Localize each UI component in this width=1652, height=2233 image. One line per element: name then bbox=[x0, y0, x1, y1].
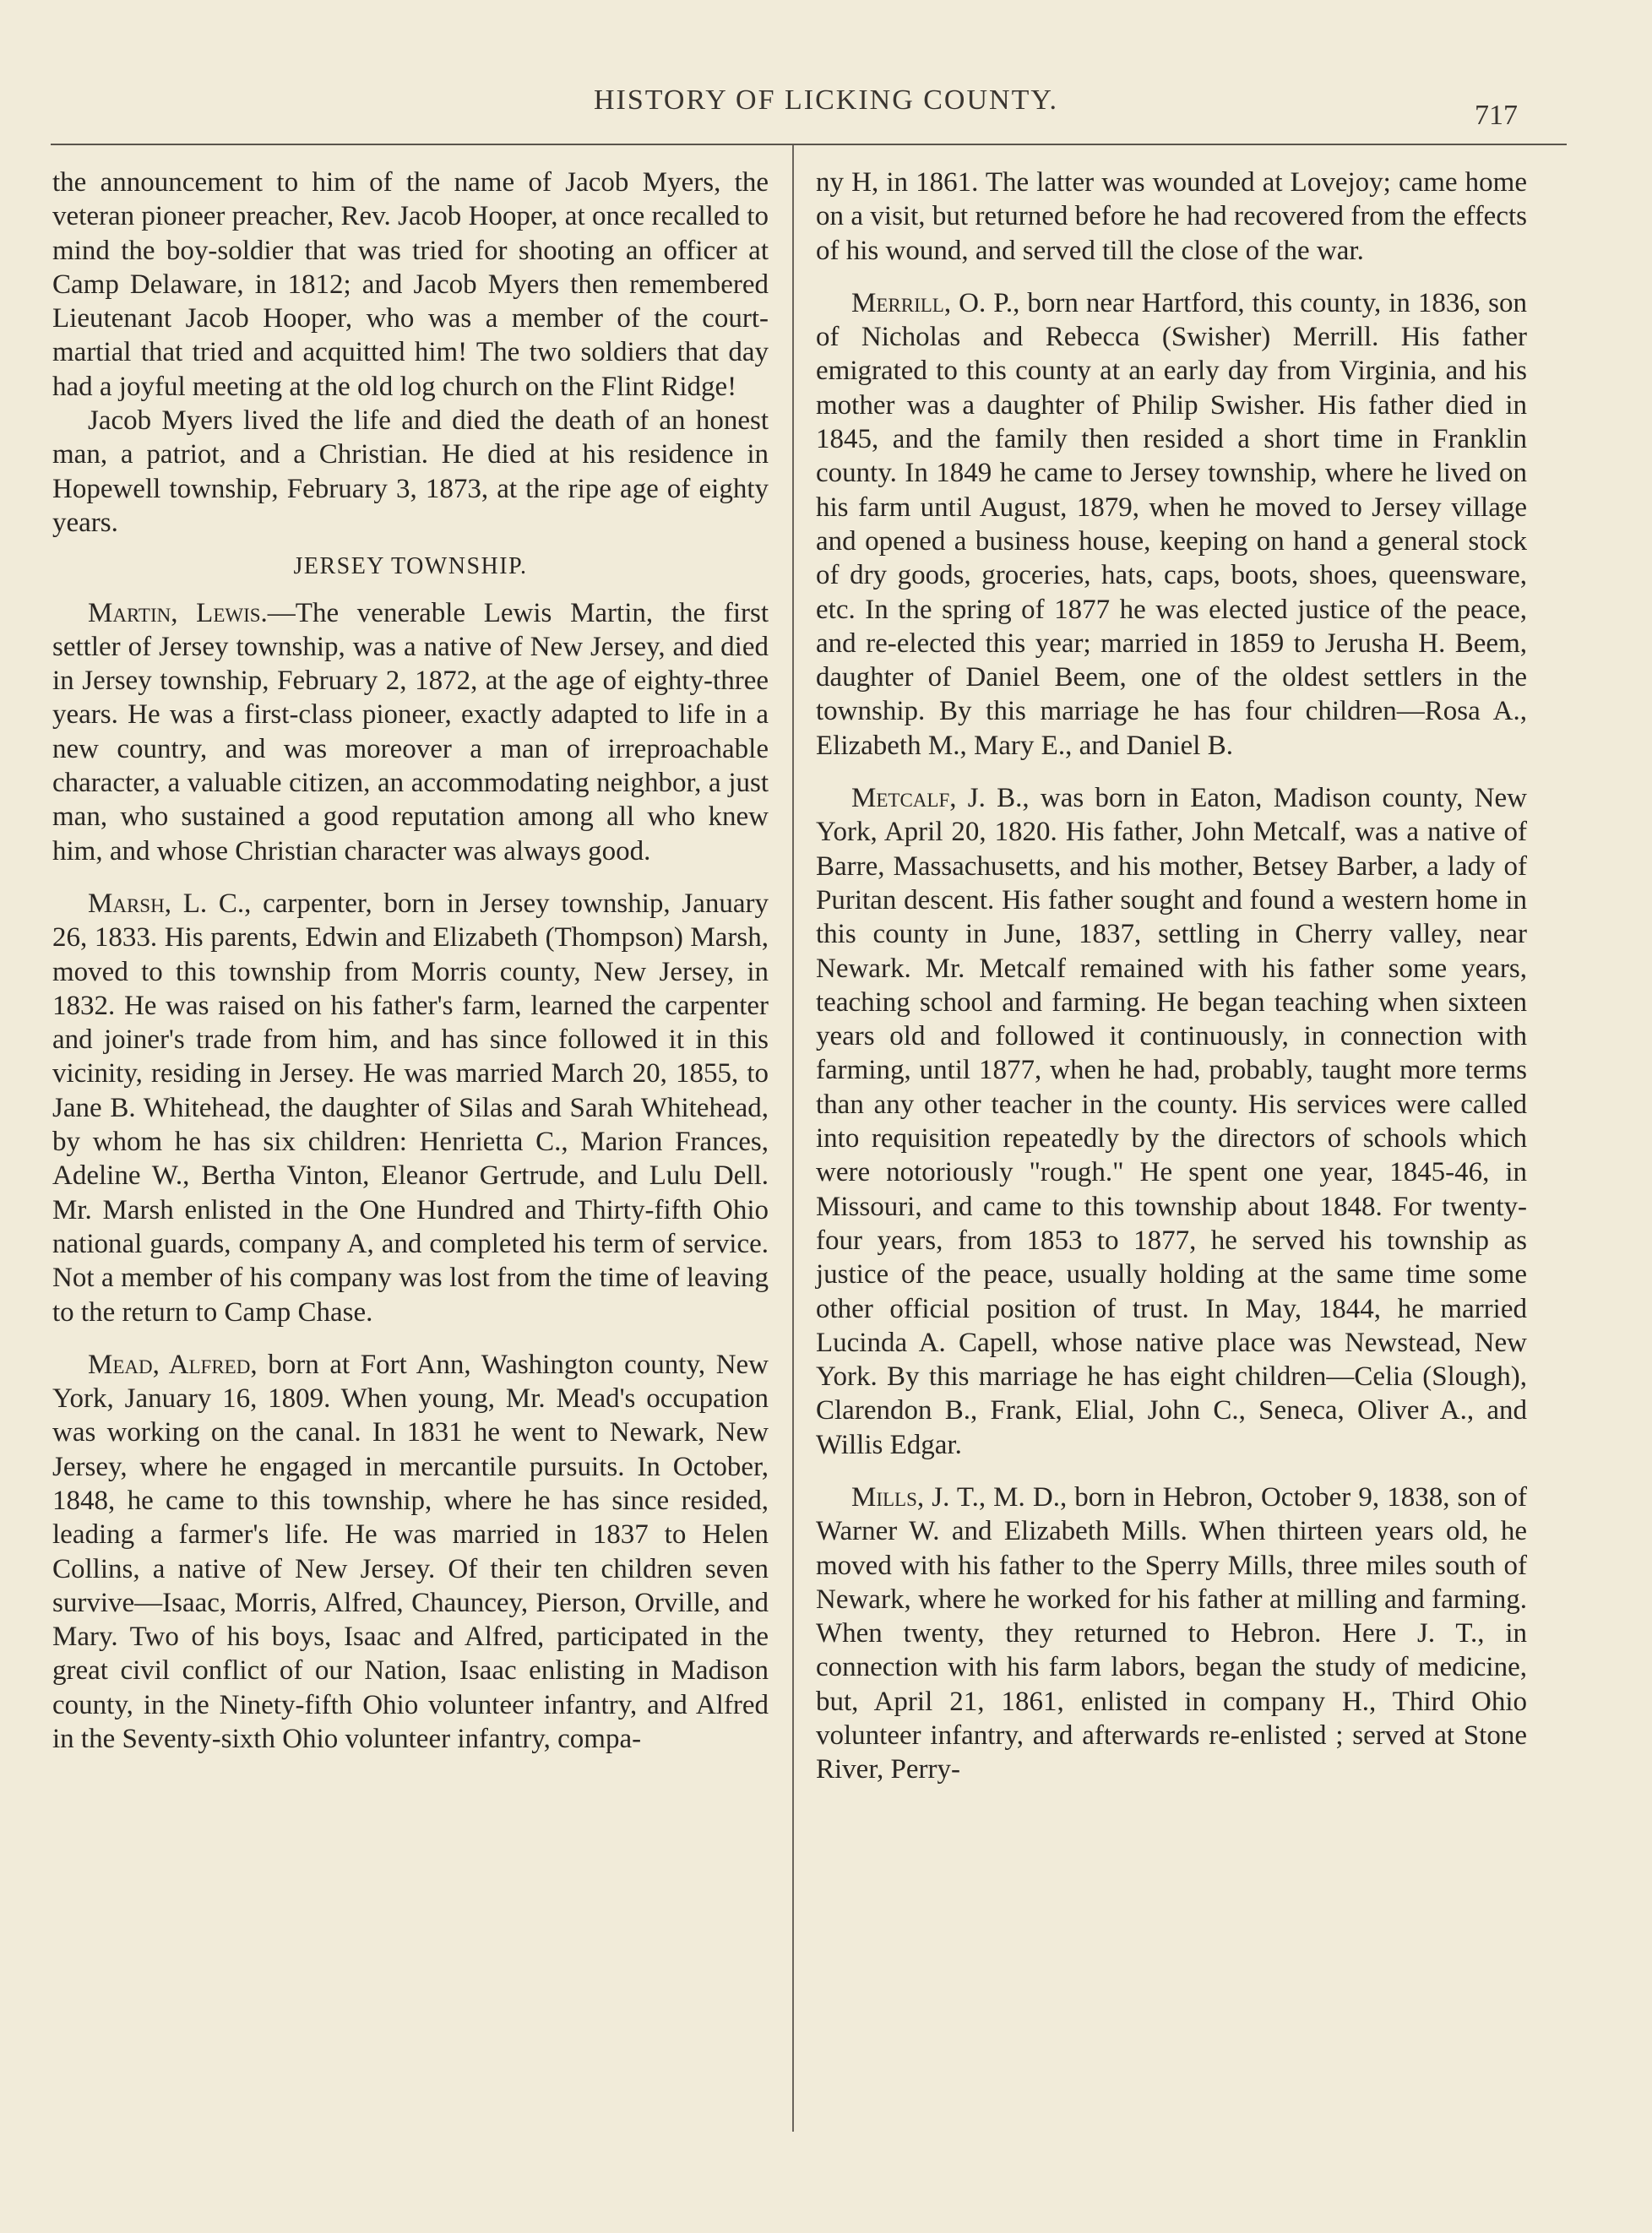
entry-name: Martin, Lewis. bbox=[88, 597, 268, 628]
header-rule bbox=[51, 144, 1567, 145]
entry-text: L. C., carpenter, born in Jersey township, January 26, 1833. His parents, Edwin and Elizabeth (Thompson) Marsh, moved to this township from Morris county, New Jersey, in 1832. He was raised on his father's farm, learned the carpenter and joiner's trade from him, and has since followed it in this vicinity, residing in Jersey. He was married March 20, 1855, to Jane B. Whitehead, the daughter of Silas and Sarah Whitehead, by whom he has six children: Henrietta C., Marion Frances, Adeline W., Bertha Vinton, Eleanor Gertrude, and Lulu Dell. Mr. Marsh enlisted in the One Hundred and Thirty-fifth Ohio national guards, company A, and completed his term of service. Not a member of his company was lost from the time of leaving to the return to Camp Chase. bbox=[52, 888, 769, 1328]
right-column bbox=[816, 166, 1527, 1787]
paragraph-myers-hooper: the announcement to him of the name of Jacob Myers, the veteran pioneer preacher, Rev. Jacob Hooper, at once recalled to mind the boy-soldier that was tried for shooting an officer at Camp Delaware, in 1812; and Jacob Myers then remembered Lieutenant Jacob Hooper, who was a member of the court-martial that tried and acquitted him! The two soldiers that day had a joyful meeting at the old log church on the Flint Ridge! bbox=[52, 167, 769, 402]
paragraph-myers-death: Jacob Myers lived the life and died the death of an honest man, a patriot, and a Christian. He died at his residence in Hopewell township, February 3, 1873, at the ripe age of eighty years. bbox=[52, 405, 769, 538]
section-heading: JERSEY TOWNSHIP. bbox=[293, 553, 528, 580]
entry-merrill bbox=[816, 286, 1527, 763]
entry-name: Mills, bbox=[851, 1481, 925, 1513]
entry-text: born at Fort Ann, Washington county, New York, January 16, 1809. When young, Mr. Mead's occupation was working on the canal. In 1831 he went to Newark, New Jersey, where he engaged in mercantile pursuits. In October, 1848, he came to this township, where he has since resided, leading a farmer's life. He was married in 1837 to Helen Collins, a native of New Jersey. Of their ten children seven survive—Isaac, Morris, Alfred, Chauncey, Pierson, Orville, and Mary. Two of his boys, Isaac and Alfred, participated in the great civil conflict of our Nation, Isaac enlisting in Madison county, in the Ninety-fifth Ohio volunteer infantry, and Alfred in the Seventy-sixth Ohio volunteer infantry, compa- bbox=[52, 1349, 769, 1755]
column-divider bbox=[792, 145, 794, 2132]
paragraph-continuation: ny H, in 1861. The latter was wounded at Lovejoy; came home on a visit, but returned before he had recovered from the effects of his wound, and served till the close of the war. bbox=[816, 167, 1527, 266]
entry-mills bbox=[816, 1481, 1527, 1787]
entry-martin bbox=[52, 596, 769, 868]
entry-name: Metcalf, bbox=[851, 783, 957, 814]
entry-metcalf bbox=[816, 781, 1527, 1462]
entry-name: Mead, Alfred, bbox=[88, 1349, 258, 1380]
entry-marsh bbox=[52, 887, 769, 1329]
entry-name: Marsh, bbox=[88, 888, 171, 919]
page-number: 717 bbox=[1475, 100, 1518, 131]
entry-name: Merrill, bbox=[851, 287, 952, 318]
entry-mead bbox=[52, 1348, 769, 1757]
entry-text: J. B., was born in Eaton, Madison county, New York, April 20, 1820. His father, John Metcalf, was a native of Barre, Massachusetts, and his mother, Betsey Barber, a lady of Puritan descent. His father sought and found a western home in this county in June, 1837, settling in Cherry valley, near Newark. Mr. Metcalf remained with his father some years, teaching school and farming. He began teaching when sixteen years old and followed it continuously, in connection with farming, until 1877, when he had, probably, taught more terms than any other teacher in the county. His services were called into requisition repeatedly by the directors of schools which were notoriously "rough." He spent one year, 1845-46, in Missouri, and came to this township about 1848. For twenty-four years, from 1853 to 1877, he served his township as justice of the peace, usually holding at the same time some other official position of trust. In May, 1844, he married Lucinda A. Capell, whose native place was Newstead, New York. By this marriage he has eight children—Celia (Slough), Clarendon B., Frank, Elial, John C., Seneca, Oliver A., and Willis Edgar. bbox=[816, 783, 1527, 1460]
entry-text: J. T., M. D., born in Hebron, October 9, 1838, son of Warner W. and Elizabeth Mills. When thirteen years old, he moved with his father to the Sperry Mills, three miles south of Newark, where he worked for his father at milling and farming. When twenty, they returned to Hebron. Here J. T., in connection with his farm labors, began the study of medicine, but, April 21, 1861, enlisted in company H., Third Ohio volunteer infantry, and afterwards re-enlisted ; served at Stone River, Perry- bbox=[816, 1481, 1527, 1785]
entry-text: O. P., born near Hartford, this county, in 1836, son of Nicholas and Rebecca (Swisher) Merrill. His father emigrated to this county at an early day from Virginia, and his mother was a daughter of Philip Swisher. His father died in 1845, and the family then resided a short time in Franklin county. In 1849 he came to Jersey township, where he lived on his farm until August, 1879, when he moved to Jersey village and opened a business house, keeping on hand a general stock of dry goods, groceries, hats, caps, boots, shoes, queensware, etc. In the spring of 1877 he was elected justice of the peace, and re-elected this year; married in 1859 to Jerusha H. Beem, daughter of Daniel Beem, one of the oldest settlers in the township. By this marriage he has four children—Rosa A., Elizabeth M., Mary E., and Daniel B. bbox=[816, 287, 1527, 761]
running-title: HISTORY OF LICKING COUNTY. bbox=[593, 84, 1059, 116]
entry-text: —The venerable Lewis Martin, the first settler of Jersey township, was a native of New Jersey, and died in Jersey township, February 2, 1872, at the age of eighty-three years. He was a first-class pioneer, exactly adapted to life in a new country, and was moreover a man of irreproachable character, a valuable citizen, an accommodating neighbor, a just man, who sustained a good reputation among all who knew him, and whose Christian character was always good. bbox=[52, 597, 769, 867]
left-column bbox=[52, 166, 769, 1756]
